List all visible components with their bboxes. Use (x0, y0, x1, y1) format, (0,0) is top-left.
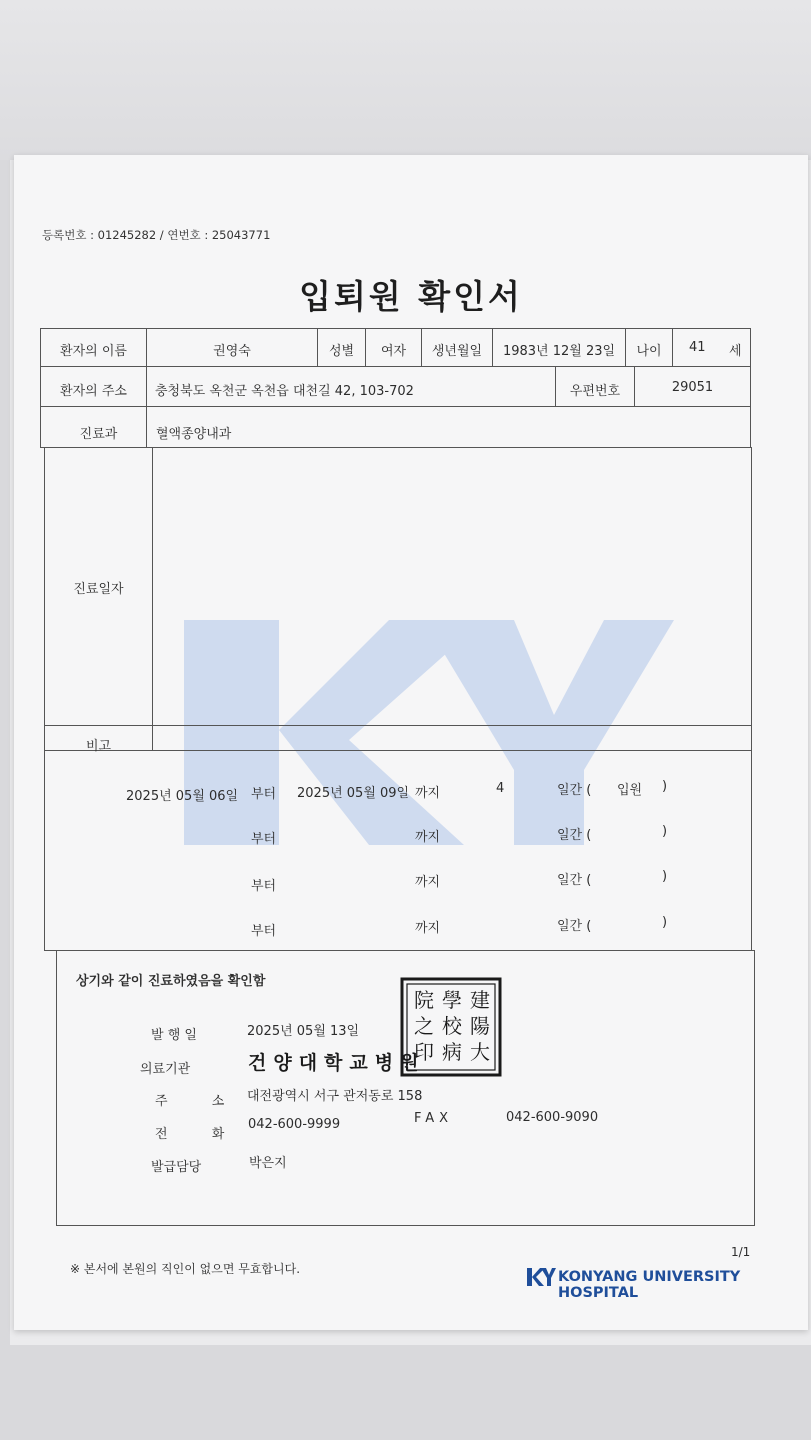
registration-number: 등록번호 : 01245282 / 연번호 : 25043771 (42, 228, 271, 242)
department-value: 혈액종양내과 (156, 427, 232, 442)
paren-close: ) (662, 915, 668, 930)
dob-label: 생년월일 (431, 344, 483, 359)
fax-label: FAX (414, 1111, 454, 1126)
institution-name: 건양대학교병원 (248, 1052, 426, 1074)
to-word: 까지 (415, 830, 441, 845)
postal-value: 29051 (671, 380, 714, 395)
to-word: 까지 (415, 921, 441, 936)
svg-text:學: 學 (442, 988, 462, 1012)
period-from-date: 2025년 05월 06일 (126, 789, 239, 804)
svg-text:院: 院 (414, 988, 434, 1012)
days-word: 일간 ( (557, 919, 592, 934)
postal-label: 우편번호 (569, 384, 621, 399)
ky-logo-icon (526, 1266, 556, 1288)
ky-watermark-logo (174, 610, 674, 855)
patient-name: 권영숙 (213, 344, 251, 359)
issuer-address: 대전광역시 서구 관저동로 158 (247, 1089, 423, 1104)
age-label: 나이 (636, 344, 662, 359)
period-to-date: 2025년 05월 09일 (297, 786, 410, 801)
svg-text:病: 病 (442, 1040, 462, 1064)
svg-text:校: 校 (442, 1014, 462, 1038)
confirmation-statement: 상기와 같이 진료하였음을 확인함 (76, 974, 266, 989)
background-top (0, 0, 811, 160)
from-word: 부터 (251, 879, 277, 894)
issue-date-label: 발 행 일 (151, 1028, 197, 1043)
age-value: 41 (689, 340, 706, 355)
sex-value: 여자 (380, 344, 407, 359)
days-word: 일간 ( (557, 828, 592, 843)
staff-label: 발급담당 (151, 1160, 202, 1175)
patient-name-label: 환자의 이름 (60, 344, 127, 359)
address-label: 환자의 주소 (60, 384, 127, 399)
page-title: 입퇴원 확인서 (299, 277, 523, 316)
svg-text:陽: 陽 (470, 1014, 490, 1038)
department-label: 진료과 (79, 427, 118, 442)
treatment-dates-label: 진료일자 (73, 582, 124, 597)
institution-label: 의료기관 (140, 1062, 191, 1077)
from-word: 부터 (251, 924, 277, 939)
page-number: 1/1 (731, 1245, 751, 1259)
days-word: 일간 ( (557, 783, 592, 798)
issue-date: 2025년 05월 13일 (247, 1024, 360, 1039)
address-value: 충청북도 옥천군 옥천읍 대천길 42, 103-702 (155, 384, 414, 399)
paren-close: ) (662, 869, 668, 884)
sex-label: 성별 (328, 344, 355, 359)
svg-text:之: 之 (414, 1014, 434, 1038)
fax-value: 042-600-9090 (506, 1110, 599, 1125)
from-word: 부터 (251, 832, 277, 847)
svg-text:印: 印 (414, 1040, 434, 1064)
age-unit: 세 (729, 344, 742, 359)
certificate-document (14, 155, 808, 1330)
to-word: 까지 (415, 875, 441, 890)
svg-text:建: 建 (470, 988, 490, 1012)
footer-notice: ※ 본서에 본원의 직인이 없으면 무효합니다. (70, 1262, 301, 1276)
to-word: 까지 (415, 786, 441, 801)
period-type: 입원 (617, 783, 643, 798)
paren-close: ) (662, 779, 668, 794)
hospital-logo-text: KONYANG UNIVERSITY HOSPITAL (558, 1269, 741, 1301)
phone-value: 042-600-9999 (248, 1117, 341, 1132)
issuer-address-label: 주 소 (155, 1094, 245, 1109)
days-word: 일간 ( (557, 873, 592, 888)
dob-value: 1983년 12월 23일 (502, 344, 616, 359)
svg-text:大: 大 (470, 1040, 490, 1064)
remarks-label: 비고 (85, 739, 112, 754)
paren-close: ) (662, 824, 668, 839)
period-days: 4 (496, 781, 505, 796)
from-word: 부터 (251, 787, 277, 802)
phone-label: 전 화 (155, 1127, 245, 1142)
staff-name: 박은지 (249, 1156, 287, 1171)
